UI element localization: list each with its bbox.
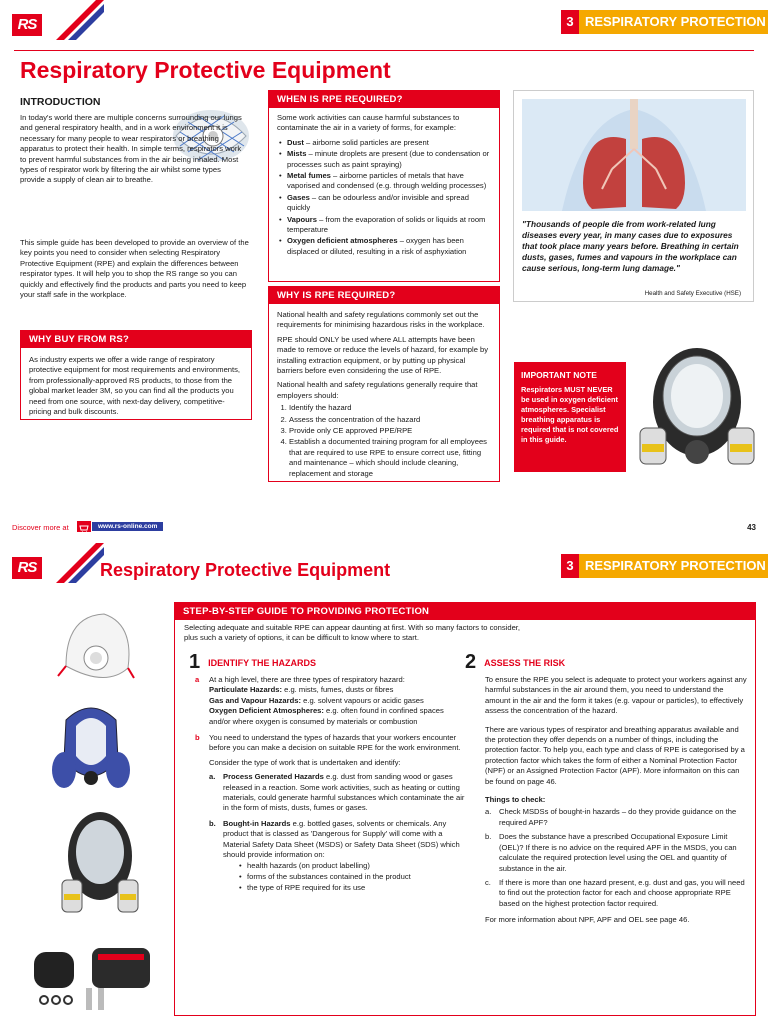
bought-in-text: e.g. bottled gases, solvents or chemicals. Any product that is classed as 'Dangerous for Supply' will come with a Material Safety Data Sheet (MSDS) or Safety Data Sheet (SDS) which should provide information on: (223, 818, 460, 860)
bought-in-bullet: • health hazards (on product labelling) (237, 861, 465, 871)
brand-stripe-graphic-page2 (52, 543, 104, 583)
half-mask-image (46, 700, 136, 800)
quote-text: "Thousands of people die from work-related lung diseases every year, in many cases due to exposures that took place many years before. Breathing in certain dusts, gases, fumes and vapours in the workplace can cause serious, long-term lung damage." (522, 219, 739, 273)
why-buy-text: As industry experts we offer a wide range of respiratory protective equipment for most requirements and environments, from professionally-approved RS products, to those from the global market leader 3M, so you can find all the products you need from one source, with next-day delivery, competitive-pricing and bulk discounts. (29, 355, 241, 417)
website-link[interactable]: www.rs-online.com (92, 522, 163, 531)
note-text: Respirators MUST NEVER be used in oxygen deficient atmospheres. Specialist breathing apparatus is required that is not covered in this guide. (521, 385, 619, 444)
section-number-page2: 3 (561, 554, 579, 578)
check-item: a. Check MSDSs of bought-in hazards – do they provide guidance on the required APF? (485, 807, 737, 827)
why-box (268, 286, 500, 482)
step2-p2: There are various types of respirator and breathing apparatus available and the protection they offer depends on a number of things, including the protection factor. To help you, each type and class of RPE is categorised by a protection factor which takes the form of either a Nominal Protection Factor (NPF) or an Assigned Protection Factor (APF). More informaiton on this can be found on page 46. (485, 724, 745, 786)
step2-title: ASSESS THE RISK (484, 657, 566, 668)
step2-footer: For more information about NPF, APF and OEL see page 46. (485, 915, 690, 925)
full-face-mask-image-2 (60, 806, 140, 922)
page-title: Respiratory Protective Equipment (20, 57, 391, 83)
title-rule (14, 50, 754, 51)
intro-paragraph-2: This simple guide has been developed to provide an overview of the key points you need to consider when selecting Respiratory Protective Equipment (RPE) and explain the differences between respirator types. It will help you to shop the RS range so you can quickly and effectively find the products and parts you need to keep your staff safe in the workplace. (20, 238, 249, 300)
quote-box (513, 90, 754, 302)
bought-in-key: b. (209, 818, 216, 828)
section-tag-page2 (561, 554, 768, 578)
step1-number: 1 (189, 651, 201, 673)
step2-header (465, 651, 565, 674)
bought-in-hazards-item (209, 819, 465, 894)
disposable-mask-image (56, 606, 136, 696)
bought-in-bullet: • the type of RPE required for its use (237, 883, 465, 893)
bought-in-term: Bought-in Hazards (223, 818, 291, 828)
why-list-item: 3. Provide only CE approved PPE/RPE (289, 426, 491, 436)
step1-part-b (195, 733, 465, 894)
step2-content (485, 675, 747, 930)
intro-heading: INTRODUCTION (20, 96, 101, 108)
process-hazards-term: Process Generated Hazards (223, 772, 324, 782)
process-hazards-item (209, 772, 465, 814)
page-number: 43 (747, 523, 756, 532)
section-number: 3 (561, 10, 579, 34)
why-list (277, 403, 491, 479)
guide-heading: STEP-BY-STEP GUIDE TO PROVIDING PROTECTION (175, 603, 755, 620)
step1-title: IDENTIFY THE HAZARDS (208, 657, 316, 668)
why-heading: WHY IS RPE REQUIRED? (269, 287, 499, 304)
when-list-item: • Dust – airborne solid particles are present (277, 138, 491, 148)
step1-content (195, 675, 465, 895)
powered-respirator-parts-image (28, 942, 156, 1014)
step2-checks (485, 807, 747, 909)
bought-in-bullets (237, 861, 465, 894)
intro-paragraph-1-part: In today's world there are multiple concerns surrounding our lungs and general respiratory health, and in a work environment it is necessary for many people to wear respirators or breathing apparatus to protect their health. In simple terms, respirators work to prevent harmful substances from in the air being inhaled. Most types of respirator work by filtering the air whilst some types provide a supply of clean air to breathe. (20, 113, 242, 185)
lungs-image (522, 99, 746, 211)
step1-a-intro: At a high level, there are three types of respiratory hazard: (209, 675, 405, 684)
full-face-mask-image (634, 340, 760, 474)
step1-a-lines (209, 685, 465, 727)
guide-intro: Selecting adequate and suitable RPE can appear daunting at first. With so many factors to consider, plus such a variety of options, it can be difficult to know where to start. (184, 623, 521, 643)
when-list (277, 138, 491, 257)
why-p3: National health and safety regulations generally require that employers should: (277, 380, 478, 400)
check-item: c. If there is more than one hazard present, e.g. dust and gas, you will need to find out the protection factor for each and choose appropriate RPE based on the highest protection factor required. (485, 877, 745, 908)
hazard-type-line: Oxygen Deficient Atmospheres: e.g. often found in confined spaces and/or where oxygen is consumed by materials or combustion (209, 706, 444, 726)
step1-letter-b: b (195, 733, 200, 743)
when-list-item: • Vapours – from the evaporation of solids or liquids at room temperature (277, 215, 491, 236)
check-item: b. Does the substance have a prescribed Occupational Exposure Limit (OEL)? If there is no advice on the required APF in the MSDS, you can calculate the required protection level using the OEL and quantity of substance in the air. (485, 832, 737, 873)
brand-stripe-graphic (52, 0, 104, 40)
when-list-item: • Oxygen deficient atmospheres – oxygen has been displaced or diluted, resulting in a risk of asphyxiation (277, 236, 491, 257)
step2-p1: To ensure the RPE you select is adequate to protect your workers against any harmful substances in the air around them, you need to understand the amount in the air and the form it takes (e.g. vapour or particles), to effectively assess the concentration of the hazard. (485, 675, 747, 716)
why-list-item: 4. Establish a documented training program for all employees that are required to use RPE to ensure correct use, fitting and maintenance – which should include cleaning, replacement and storage (289, 437, 491, 479)
why-p1: National health and safety regulations commonly set out the requirements for minimising hazardous risks in the workplace. (277, 310, 485, 330)
why-list-item: 2. Assess the concentration of the hazard (289, 415, 491, 425)
important-note-box (514, 362, 626, 472)
rs-logo[interactable]: RS (12, 14, 42, 36)
when-content (269, 108, 499, 263)
why-list-item: 1. Identify the hazard (289, 403, 491, 413)
quote-source: Health and Safety Executive (HSE) (644, 290, 741, 297)
why-buy-box (20, 330, 252, 420)
step1-b-consider: Consider the type of work that is undertaken and identify: (209, 757, 401, 767)
rs-logo-page2[interactable]: RS (12, 557, 42, 579)
section-tag (561, 10, 768, 34)
step1-letter-a: a (195, 675, 200, 684)
hazard-type-line: Gas and Vapour Hazards: e.g. solvent vapours or acidic gases (209, 695, 424, 705)
discover-label: Discover more at (12, 523, 69, 532)
bought-in-bullet: • forms of the substances contained in the product (237, 872, 465, 882)
process-hazards-key: a. (209, 772, 216, 782)
step2-number: 2 (465, 651, 477, 673)
section-label-page2: RESPIRATORY PROTECTION (579, 554, 768, 578)
step2-check-heading: Things to check: (485, 795, 546, 805)
step1-part-a (195, 675, 465, 727)
note-heading: IMPORTANT NOTE (521, 370, 597, 380)
page2-title: Respiratory Protective Equipment (100, 560, 391, 580)
why-buy-heading: WHY BUY FROM RS? (21, 331, 251, 348)
hazard-type-line: Particulate Hazards: e.g. mists, fumes, dusts or fibres (209, 685, 394, 695)
when-list-item: • Mists – minute droplets are present (due to condensation or processes such as paint spraying) (277, 149, 491, 170)
guide-box (174, 602, 756, 1016)
when-intro: Some work activities can cause harmful substances to contaminate the air in a variety of forms, for example: (277, 113, 460, 133)
when-list-item: • Gases – can be odourless and/or invisible and spread quickly (277, 193, 491, 214)
step1-b-text: You need to understand the types of hazards that your workers encounter before you can make a decision on suitable RPE for the work environment. (209, 733, 461, 753)
cart-icon (77, 521, 91, 532)
when-heading: WHEN IS RPE REQUIRED? (269, 91, 499, 108)
process-hazards-text: e.g. dust from sanding wood or gases released in a reaction. Some work activities, such as heating or cutting materials, could generate harmful substances which contaminate the air in the form of mists, dusts, fumes or gases. (223, 772, 465, 813)
why-content (269, 304, 499, 486)
when-box (268, 90, 500, 282)
why-p2: RPE should ONLY be used where ALL attempts have been made to remove or reduce the levels of hazard, for example by installing extraction equipment, or by putting up physical barriers before even considering the use of RPE. (277, 334, 489, 376)
section-label: RESPIRATORY PROTECTION (579, 10, 768, 34)
step1-header (189, 651, 316, 674)
when-list-item: • Metal fumes – airborne particles of metals that have vaporised and condensed (e.g. through welding processes) (277, 171, 491, 192)
